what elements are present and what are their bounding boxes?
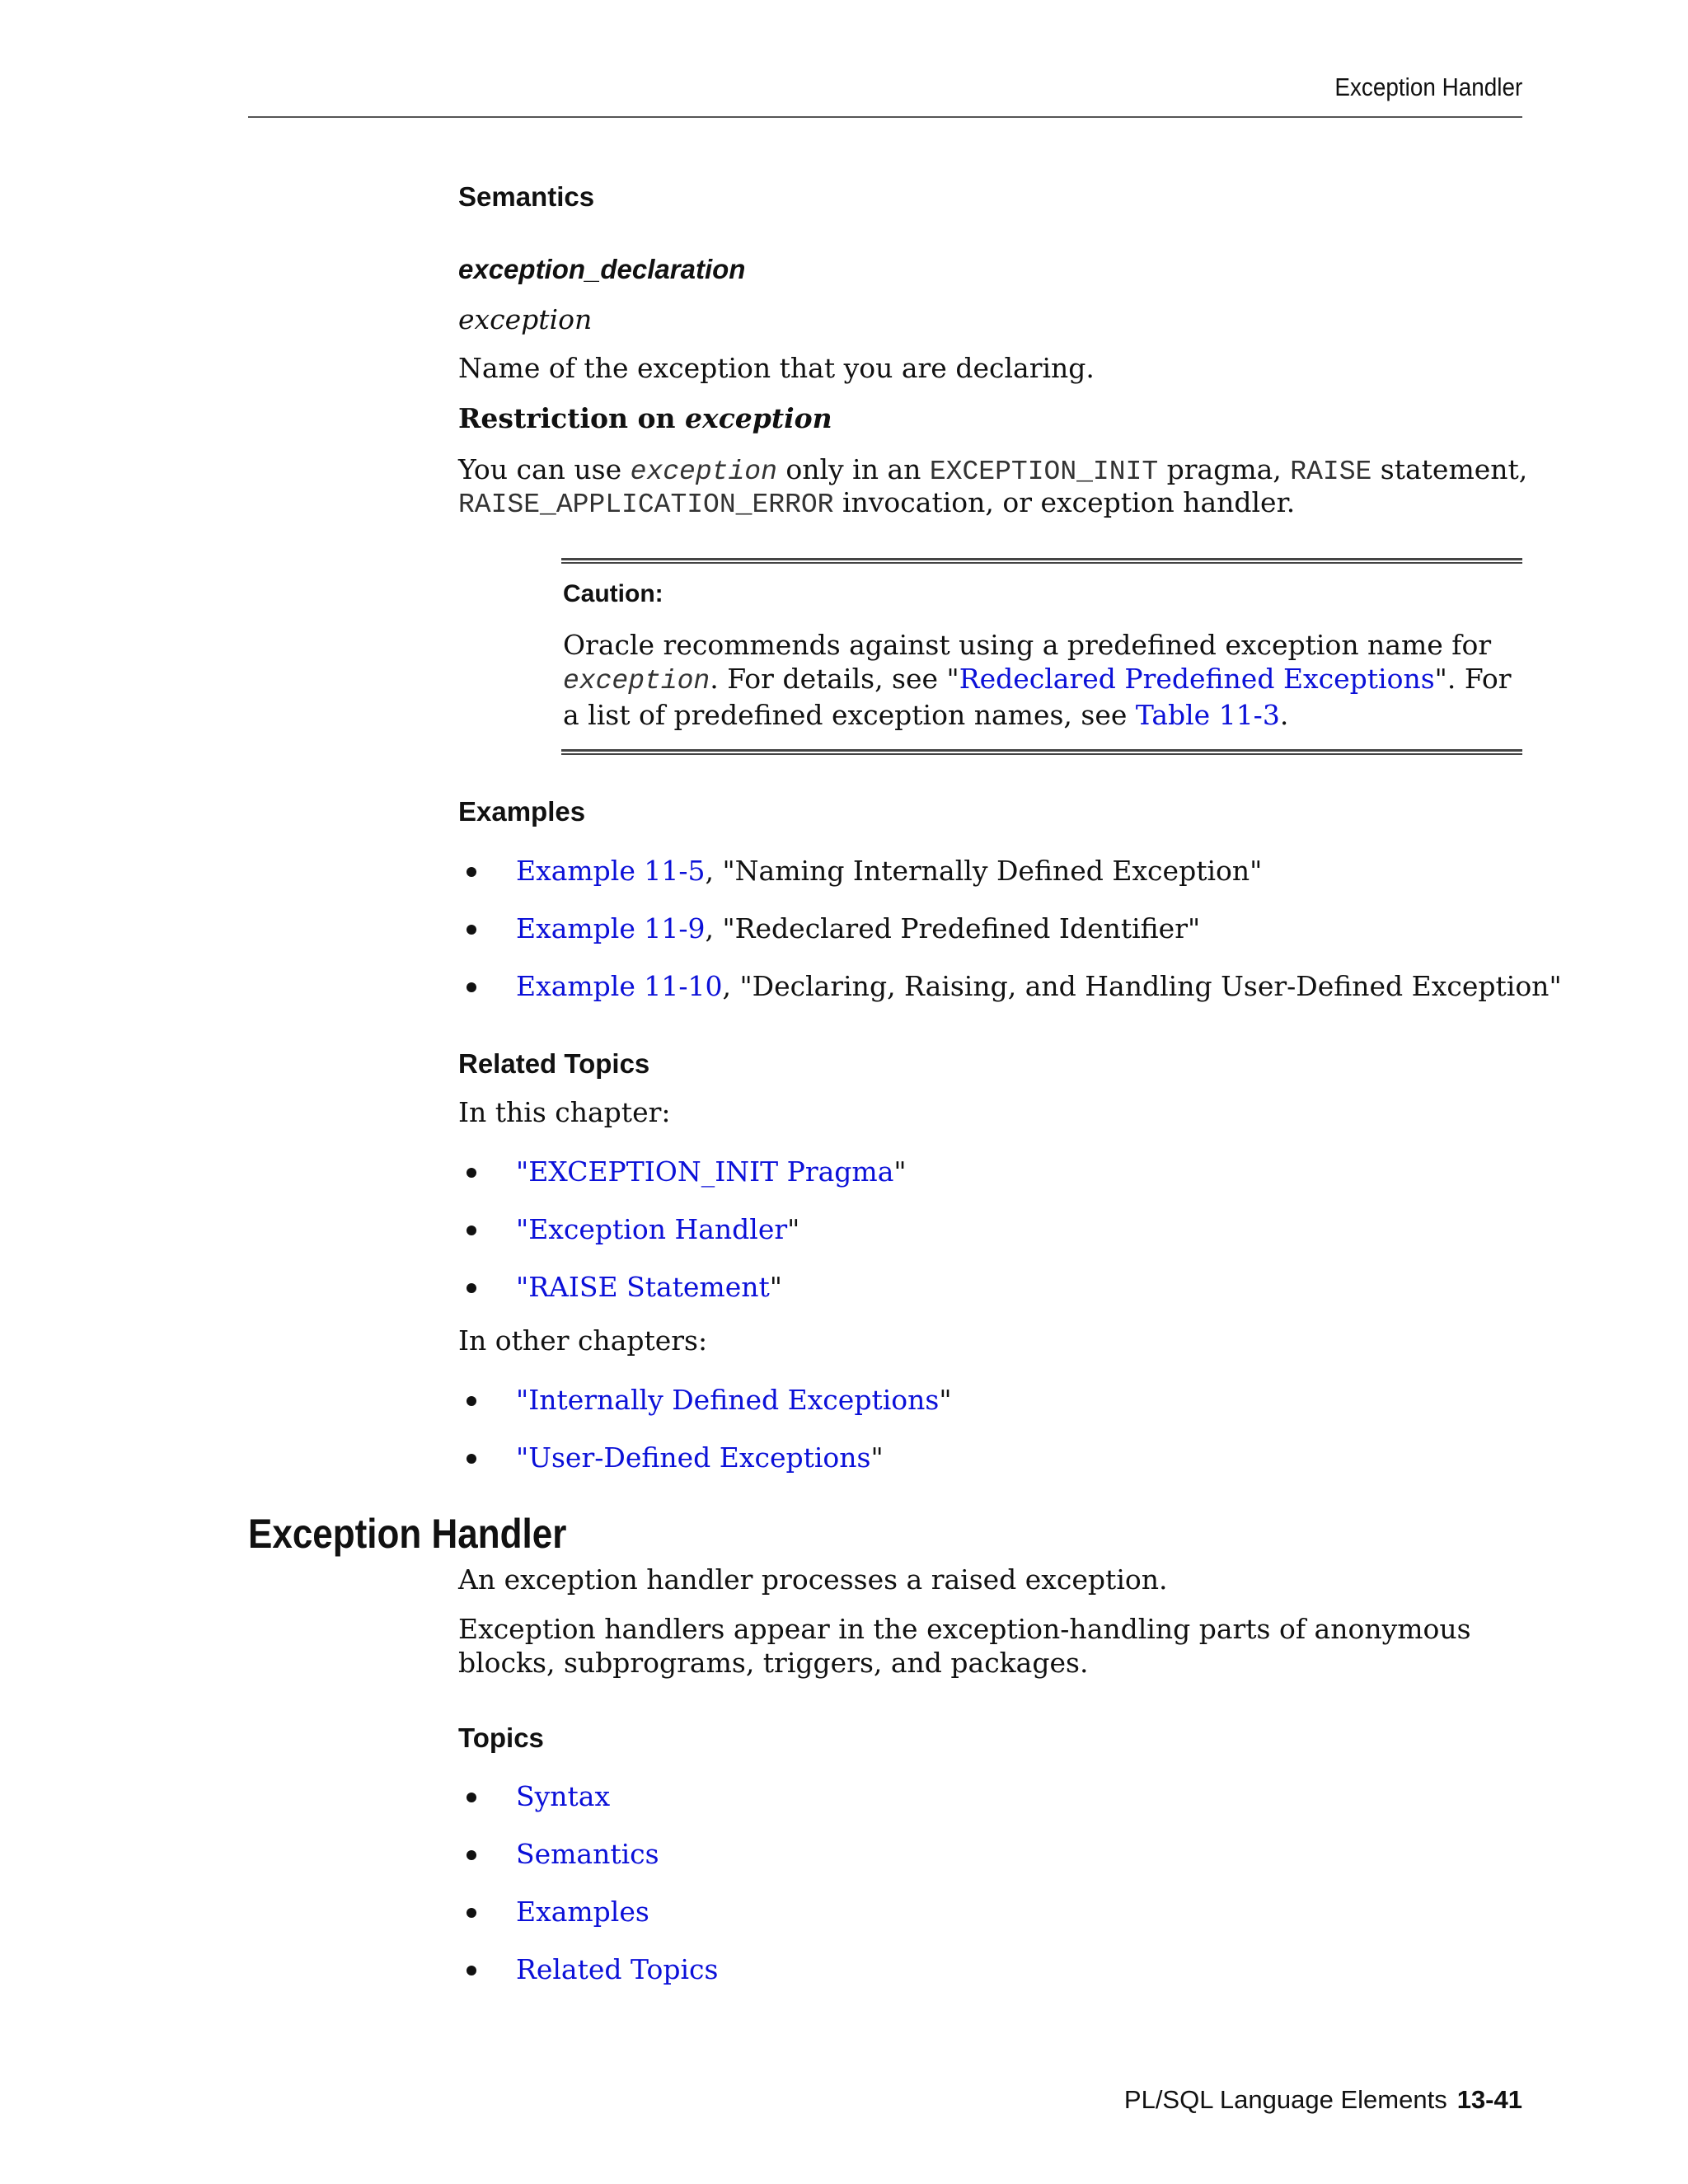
list-item: "RAISE Statement"	[516, 1271, 782, 1303]
bullet-icon	[464, 1165, 479, 1180]
topics-heading: Topics	[458, 1722, 544, 1753]
list-item: "Internally Defined Exceptions"	[516, 1384, 952, 1416]
exception-declaration-heading: exception_declaration	[458, 254, 746, 284]
list-item	[516, 970, 1562, 1002]
running-header: Exception Handler	[1334, 73, 1522, 101]
list-item	[516, 1838, 659, 1870]
link-label: RAISE Statement	[528, 1271, 770, 1303]
link-label: EXCEPTION_INIT Pragma	[528, 1155, 894, 1188]
page-number: 13-41	[1456, 2085, 1522, 2114]
footer-book-title: PL/SQL Language Elements	[1123, 2085, 1447, 2114]
text: ". For a list of predefined exception names, see	[563, 663, 1512, 731]
bullet-icon	[464, 1790, 479, 1805]
page-footer	[1124, 2085, 1522, 2115]
bullet-icon	[464, 922, 479, 937]
bullet-icon	[464, 865, 479, 879]
link-label: Exception Handler	[528, 1213, 788, 1245]
link-example-11-5[interactable]: Example 11-5	[516, 855, 706, 887]
list-item: "Exception Handler"	[516, 1213, 800, 1245]
text: . For details, see "	[710, 663, 959, 695]
restriction-term: exception	[685, 402, 832, 434]
text: invocation, or exception handler.	[833, 486, 1296, 518]
code-exception: exception	[563, 666, 710, 696]
bullet-icon	[464, 1963, 479, 1978]
caution-box	[561, 558, 1522, 755]
code-raise-application-error: RAISE_APPLICATION_ERROR	[458, 490, 834, 520]
link-example-11-10[interactable]: Example 11-10	[516, 970, 723, 1002]
link-exception-init-pragma[interactable]: "EXCEPTION_INIT Pragma	[516, 1155, 894, 1188]
in-this-chapter: In this chapter:	[458, 1096, 671, 1128]
text: only in an	[776, 453, 930, 485]
bullet-icon	[464, 1394, 479, 1408]
link-user-defined-exceptions[interactable]: "User-Defined Exceptions	[516, 1441, 871, 1474]
examples-heading: Examples	[458, 796, 586, 827]
text: , "Naming Internally Defined Exception"	[705, 855, 1263, 887]
link-example-11-9[interactable]: Example 11-9	[516, 912, 706, 944]
list-item	[516, 1953, 718, 1985]
text: , "Redeclared Predefined Identifier"	[705, 912, 1201, 944]
text: .	[1279, 699, 1289, 731]
link-related-topics[interactable]: Related Topics	[516, 1953, 719, 1985]
text: statement,	[1372, 453, 1528, 485]
bullet-icon	[464, 1281, 479, 1296]
section-title: Exception Handler	[248, 1511, 567, 1557]
list-item: "EXCEPTION_INIT Pragma"	[516, 1155, 907, 1188]
restriction-line-2	[458, 485, 1295, 522]
link-internally-defined-exceptions[interactable]: "Internally Defined Exceptions	[516, 1384, 940, 1416]
header-rule	[248, 116, 1522, 118]
restriction-heading	[458, 402, 832, 434]
list-item	[516, 855, 1262, 887]
link-raise-statement[interactable]: "RAISE Statement	[516, 1271, 770, 1303]
param-description: Name of the exception that you are declaring.	[458, 352, 1095, 384]
code-exception-init: EXCEPTION_INIT	[929, 457, 1159, 487]
caution-bottom-rule	[561, 749, 1522, 755]
text: Oracle recommends against using a predefined exception name for	[563, 629, 1492, 661]
caution-text	[563, 628, 1522, 732]
bullet-icon	[464, 1223, 479, 1238]
link-exception-handler[interactable]: "Exception Handler	[516, 1213, 788, 1245]
text: , "Declaring, Raising, and Handling User-Defined Exception"	[722, 970, 1562, 1002]
link-label: Internally Defined Exceptions	[528, 1384, 940, 1416]
related-topics-heading: Related Topics	[458, 1048, 650, 1079]
code-exception: exception	[630, 457, 777, 487]
caution-title: Caution:	[563, 580, 663, 607]
list-item	[516, 1780, 610, 1812]
list-item	[516, 912, 1200, 944]
param-name: exception	[458, 303, 593, 335]
bullet-icon	[464, 1905, 479, 1920]
text: You can use	[458, 453, 631, 485]
code-raise: RAISE	[1290, 457, 1372, 487]
link-table-11-3[interactable]: Table 11-3	[1135, 699, 1280, 731]
list-item: "User-Defined Exceptions"	[516, 1441, 884, 1474]
semantics-heading: Semantics	[458, 181, 595, 212]
caution-top-rule	[561, 558, 1522, 564]
restriction-label: Restriction on	[458, 402, 686, 434]
bullet-icon	[464, 1848, 479, 1863]
link-examples[interactable]: Examples	[516, 1896, 649, 1928]
section-paragraph: Exception handlers appear in the exception-handling parts of anonymous blocks, subprograms, triggers, and packages.	[458, 1613, 1471, 1679]
link-semantics[interactable]: Semantics	[516, 1838, 659, 1870]
text: pragma,	[1158, 453, 1291, 485]
list-item	[516, 1896, 649, 1928]
link-syntax[interactable]: Syntax	[516, 1780, 611, 1812]
bullet-icon	[464, 1451, 479, 1466]
link-redeclared-predefined-exceptions[interactable]: Redeclared Predefined Exceptions	[959, 663, 1435, 695]
restriction-line-1	[458, 452, 1527, 489]
in-other-chapters: In other chapters:	[458, 1324, 708, 1357]
link-label: User-Defined Exceptions	[528, 1441, 871, 1474]
bullet-icon	[464, 980, 479, 995]
section-intro: An exception handler processes a raised exception.	[458, 1563, 1168, 1596]
